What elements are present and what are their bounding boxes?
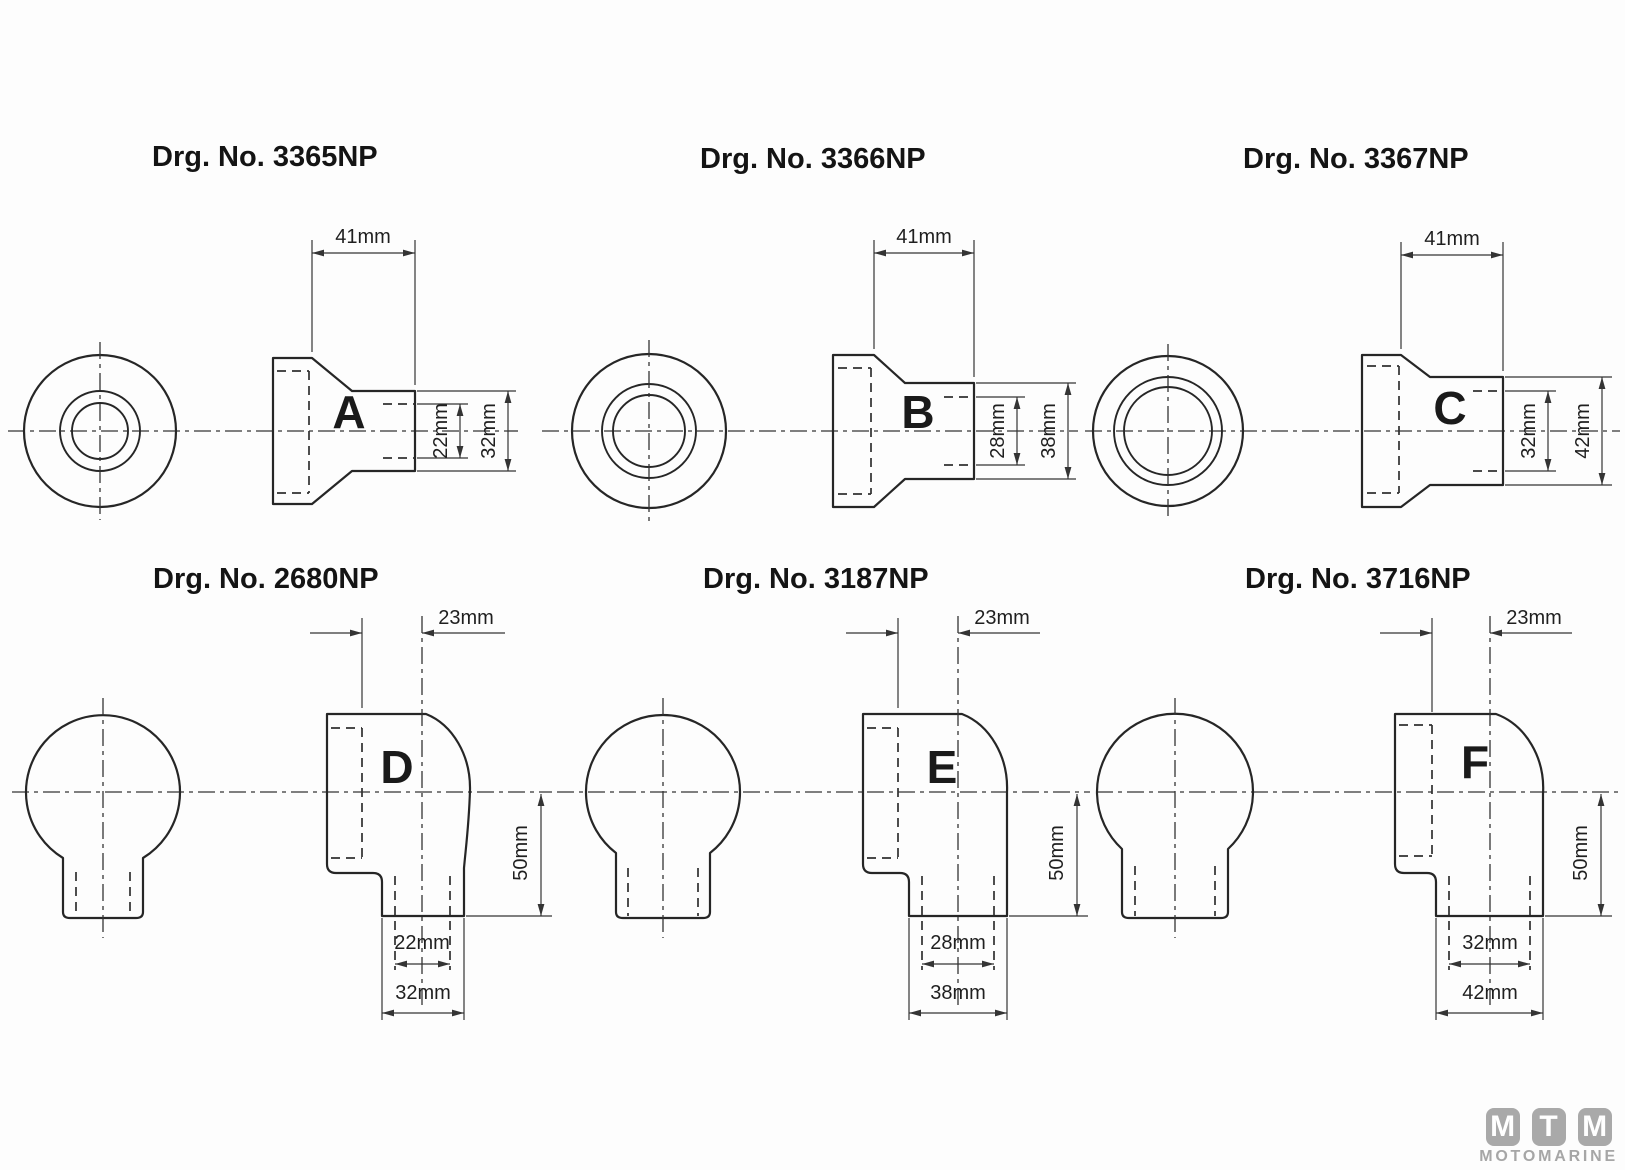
logo-letter: M <box>1582 1110 1608 1143</box>
drawing-title: Drg. No. 3366NP <box>700 143 926 175</box>
logo-boxes <box>1479 1108 1618 1146</box>
drawing-panel-e <box>557 563 1090 1020</box>
dim-label-outer: 38mm <box>1038 403 1060 459</box>
dim-label-outer: 32mm <box>395 982 451 1004</box>
dim-label-length: 41mm <box>896 226 952 248</box>
logo-subtitle: MOTOMARINE <box>1479 1148 1618 1165</box>
dim-label-offset: 23mm <box>974 607 1030 629</box>
dimension-height <box>466 794 552 916</box>
drawing-panel-b <box>542 143 1078 522</box>
drawing-panel-d <box>12 563 552 1020</box>
logo-box <box>1486 1108 1520 1146</box>
hidden-bore-flange <box>867 728 898 858</box>
dim-label-offset: 23mm <box>1506 607 1562 629</box>
dim-label-offset: 23mm <box>438 607 494 629</box>
part-letter: D <box>380 741 414 793</box>
front-view <box>26 698 180 938</box>
part-letter: E <box>926 741 958 793</box>
hidden-bore-outlet <box>922 876 994 970</box>
dim-label-outer: 42mm <box>1462 982 1518 1004</box>
dimension-length <box>874 226 974 377</box>
logo-letter: M <box>1490 1110 1516 1143</box>
dimension-offset <box>846 607 1040 708</box>
dim-label-bore: 28mm <box>930 932 986 954</box>
dim-label-bore: 22mm <box>430 403 452 459</box>
dimension-length <box>1401 228 1503 371</box>
dim-label-outer: 32mm <box>478 403 500 459</box>
hidden-bore-flange <box>277 371 309 493</box>
hidden-bore-flange <box>331 728 362 858</box>
mtm-logo <box>1479 1108 1618 1166</box>
logo-box <box>1532 1108 1566 1146</box>
dim-label-bore: 32mm <box>1462 932 1518 954</box>
dim-label-length: 41mm <box>335 226 391 248</box>
dim-label-height: 50mm <box>1570 825 1592 881</box>
dimension-height <box>1009 794 1088 916</box>
dim-label-bore: 28mm <box>987 403 1009 459</box>
dim-label-height: 50mm <box>510 825 532 881</box>
dim-label-height: 50mm <box>1046 825 1068 881</box>
drawing-title: Drg. No. 3187NP <box>703 563 929 595</box>
dim-label-length: 41mm <box>1424 228 1480 250</box>
hidden-bore-flange <box>1399 725 1432 856</box>
front-view <box>586 698 740 938</box>
drawing-panel-c <box>1085 143 1620 518</box>
drawing-panel-a <box>8 141 518 520</box>
part-letter: C <box>1433 382 1467 434</box>
hidden-bore-outlet <box>395 876 450 970</box>
dimension-offset <box>310 607 505 708</box>
drawing-title: Drg. No. 3716NP <box>1245 563 1471 595</box>
part-letter: F <box>1460 736 1490 788</box>
hidden-bore-flange <box>1367 366 1399 493</box>
logo-letter: T <box>1539 1110 1558 1143</box>
drawing-title: Drg. No. 3365NP <box>152 141 378 173</box>
drawing-panel-f <box>1096 563 1620 1020</box>
dimension-offset <box>1380 607 1572 712</box>
front-view <box>1097 698 1253 938</box>
dimension-height <box>1545 794 1612 916</box>
dim-label-bore: 22mm <box>394 932 450 954</box>
part-letter: A <box>332 386 366 438</box>
logo-box <box>1578 1108 1612 1146</box>
dim-label-outer: 38mm <box>930 982 986 1004</box>
drawing-title: Drg. No. 2680NP <box>153 563 379 595</box>
hidden-bore-outlet <box>1449 876 1530 970</box>
part-letter: B <box>901 386 935 438</box>
drawing-title: Drg. No. 3367NP <box>1243 143 1469 175</box>
dimension-length <box>312 226 415 385</box>
dim-label-outer: 42mm <box>1572 403 1594 459</box>
dim-label-bore: 32mm <box>1518 403 1540 459</box>
